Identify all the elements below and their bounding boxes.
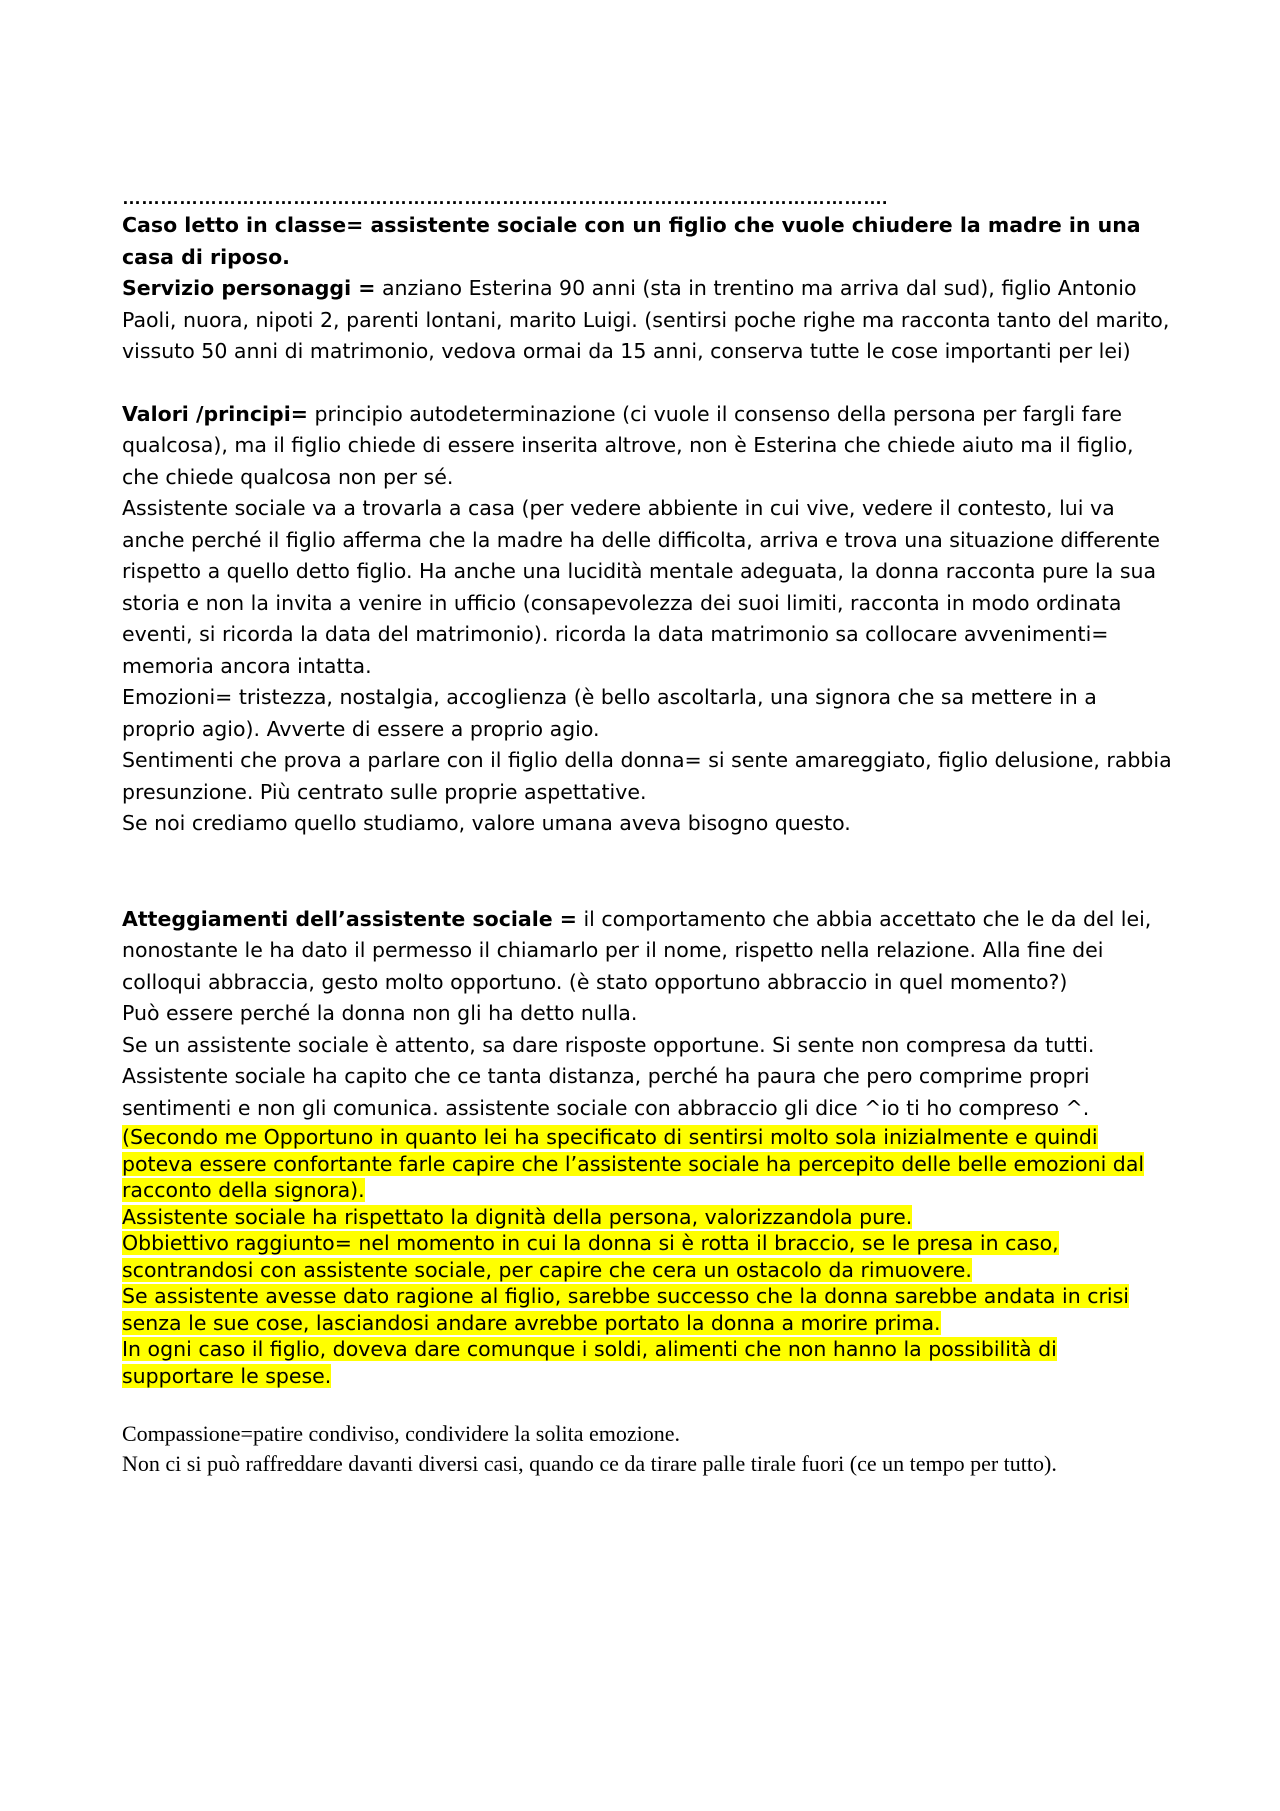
paragraph-assistente: Assistente sociale va a trovarla a casa (per vedere abbiente in cui vive, vedere il contesto, lui va anche perché il figlio afferma che la madre ha delle difficolta, arriva e trova una situazione differente rispetto a quello detto figlio. Ha anche una lucidità mentale adeguata, la donna racconta pure la sua storia e non la invita a venire in ufficio (consapevolezza dei suoi limiti, racconta in modo ordinata eventi, si ricorda la data del matrimonio). ricorda la data matrimonio sa collocare avvenimenti= memoria ancora intatta. [122,496,1161,678]
paragraph-crediamo: Se noi crediamo quello studiamo, valore umana aveva bisogno questo. [122,811,851,835]
servizio-text: anziano Esterina 90 anni (sta in trentino ma arriva dal sud), figlio Antonio Paoli, nuora, nipoti 2, parenti lontani, marito Luigi. (sentirsi poche righe ma racconta tanto del marito, vissuto 50 anni di matrimonio, vedova ormai da 15 anni, conserva tutte le cose importanti per lei) [122,276,1170,363]
atteggiamenti-label: Atteggiamenti dell’assistente sociale = [122,906,577,931]
valori-text: principio autodeterminazione (ci vuole il consenso della persona per fargli fare qualcosa), ma il figlio chiede di essere inserita altrove, non è Esterina che chiede aiuto ma il figlio, che chiede qualcosa non per sé. [122,401,1134,489]
paragraph-servizio [122,273,1172,368]
paragraph-emozioni: Emozioni= tristezza, nostalgia, accoglienza (è bello ascoltarla, una signora che sa mettere in a proprio agio). Avverte di essere a proprio agio. [122,685,1097,741]
paragraph-raffreddare: Non ci si può raffreddare davanti diversi casi, quando ce da tirare palle tirale fuori (ce un tempo per tutto). [122,1451,1057,1476]
paragraph-capito: Assistente sociale ha capito che ce tanta distanza, perché ha paura che pero comprime propri sentimenti e non gli comunica. assistente sociale con abbraccio gli dice ^io ti ho compreso ^. [122,1064,1090,1120]
highlighted-paragraph: (Secondo me Opportuno in quanto lei ha specificato di sentirsi molto sola inizialmente e quindi poteva essere confortante farle capire che l’assistente sociale ha percepito delle belle emozioni dal racconto della signora). [122,1125,1145,1202]
paragraph-compassione: Compassione=patire condiviso, condividere la solita emozione. [122,1421,680,1446]
paragraph-valori [122,399,1172,494]
separator-line: …………………………………………………………………………………………………………. [122,188,888,209]
servizio-label: Servizio personaggi = [122,276,376,300]
atteggiamenti-text: il comportamento che abbia accettato che le da del lei, nonostante le ha dato il permesso il chiamarlo per il nome, rispetto nella relazione. Alla fine dei colloqui abbraccia, gesto molto opportuno. (è stato opportuno abbraccio in quel momento?) [122,906,1152,994]
highlighted-paragraph: Obbiettivo raggiunto= nel momento in cui la donna si è rotta il braccio, se le presa in caso, scontrandosi con assistente sociale, per capire che cera un ostacolo da rimuovere. [122,1231,1059,1282]
highlighted-paragraph: In ogni caso il figlio, doveva dare comunque i soldi, alimenti che non hanno la possibilità di supportare le spese. [122,1337,1057,1388]
case-title: Caso letto in classe= assistente sociale con un figlio che vuole chiudere la madre in una casa di riposo. [122,213,1141,269]
valori-label: Valori /principi= [122,401,308,426]
highlighted-paragraph: Se assistente avesse dato ragione al figlio, sarebbe successo che la donna sarebbe andata in crisi senza le sue cose, lasciandosi andare avrebbe portato la donna a morire prima. [122,1284,1129,1335]
paragraph-attento: Se un assistente sociale è attento, sa dare risposte opportune. Si sente non compresa da tutti. [122,1032,1095,1057]
paragraph-sentimenti: Sentimenti che prova a parlare con il figlio della donna= si sente amareggiato, figlio delusione, rabbia presunzione. Più centrato sulle proprie aspettative. [122,748,1172,804]
document-page [122,188,1172,1479]
highlighted-notes [122,1124,1172,1389]
paragraph-atteggiamenti [122,904,1172,999]
highlighted-paragraph: Assistente sociale ha rispettato la dignità della persona, valorizzandola pure. [122,1204,913,1229]
paragraph-puo: Può essere perché la donna non gli ha detto nulla. [122,1001,638,1025]
